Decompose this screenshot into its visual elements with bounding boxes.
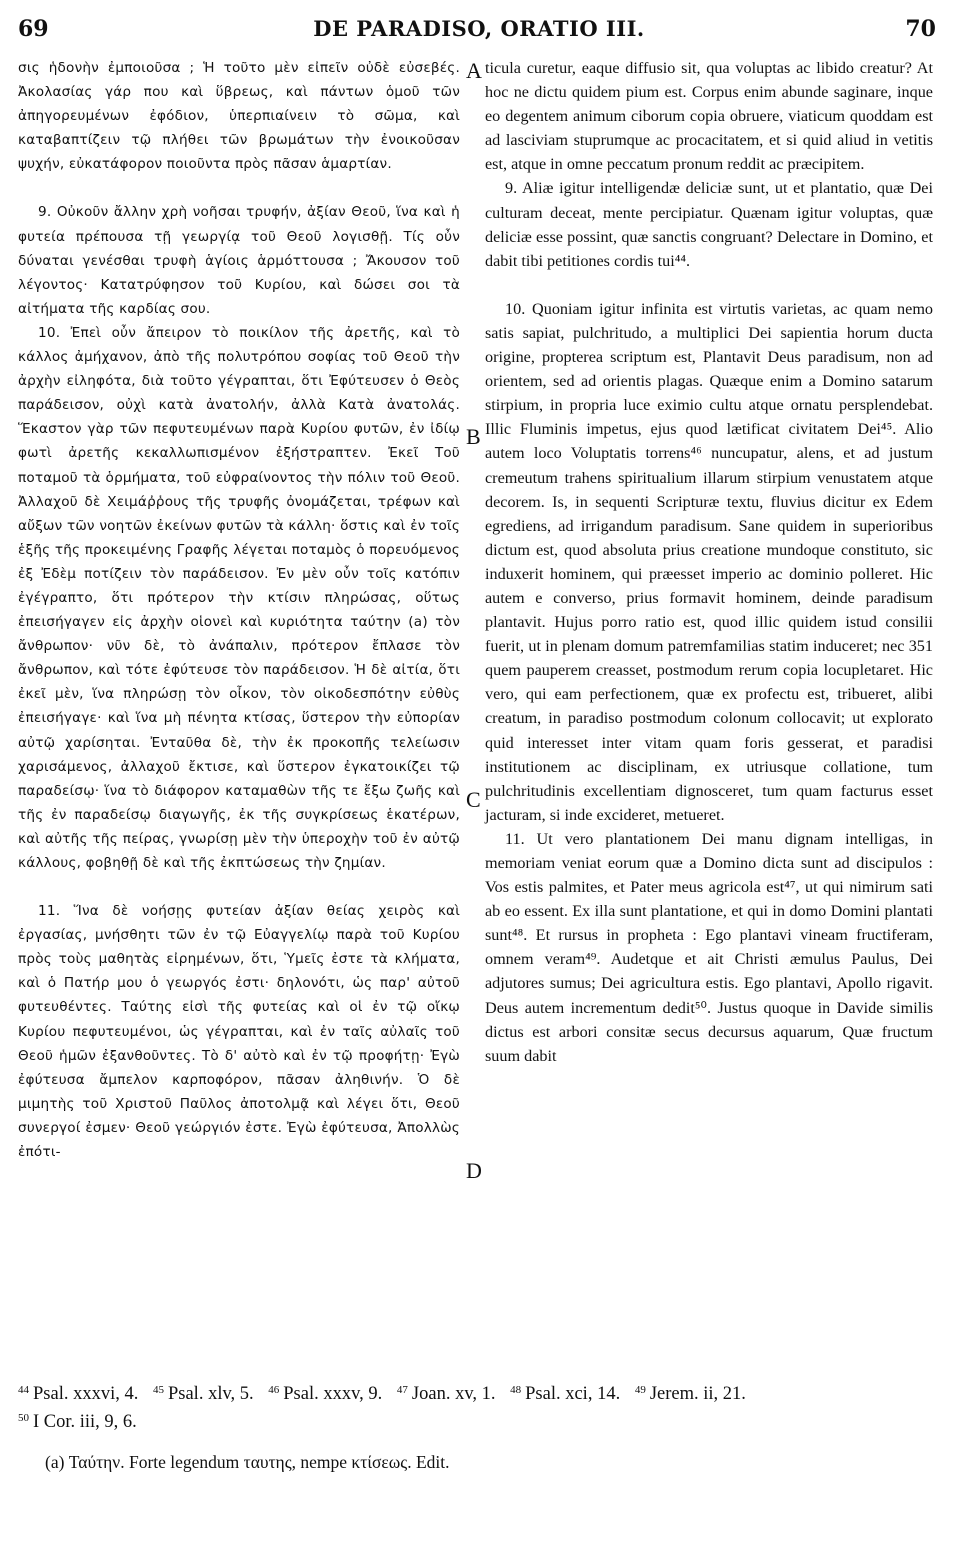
greek-paragraph-10: 10. Ἐπεὶ οὖν ἄπειρον τὸ ποικίλον τῆς ἀρετῆς, καὶ τὸ κάλλος ἀμήχανον, ἀπὸ τῆς πολυτρόπου σοφίας τοῦ Θεοῦ τὴν ἀρχὴν εἰληφότα, διὰ τοῦτο γέγραπται, ὅτι Ἐφύτευσεν ὁ Θεὸς παράδεισον, οὐχὶ κατὰ ἀνατολήν, ἀλλὰ Κατὰ ἀνατολάς. Ἕκαστον γὰρ τῶν πεφυτευμένων παρὰ Κυρίου φυτῶν, ἐν ἰδίῳ φωτὶ ἀρετῆς κεκαλλωπισμένον ἐξήστραπτεν. Ἐκεῖ Τοῦ ποταμοῦ τὰ ὁρμήματα, τοῦ εὐφραίνοντος τὴν πόλιν τοῦ Θεοῦ. Ἀλλαχοῦ δὲ Χειμάῤῥους τῆς τρυφῆς ὀνομάζεται, τρέφων καὶ αὔξων τῶν νοητῶν ἐκείνων φυτῶν τὰ κάλλη· ὅστις καὶ ἐν τοῖς ἑξῆς τῆς προκειμένης Γραφῆς λέγεται ποταμὸς ὁ πορευόμενος ἐξ Ἐδὲμ ποτίζειν τὸν παράδεισον. Ἐν μὲν οὖν τοῖς κατόπιν ἐγέγραπτο, ὅτι πρότερον τὴν κτίσιν πληρώσας, οὕτως ἐπεισήγαγεν εἰς ἀρχὴν οἱονεὶ καὶ κυριότητα ταύτην (a) τὸν ἄνθρωπον· νῦν δὲ, τὸ ἀνάπαλιν, πρότερον ἔπλασε τὸν ἄνθρωπον, καὶ τότε ἐφύτευσε τὸν παράδεισον. Ἡ δὲ αἰτία, ὅτι ἐκεῖ μὲν, ἵνα πληρώσῃ τὸν οἶκον, τὸν οἰκοδεσπότην εὐθὺς ἐπεισήγαγε· καὶ ἵνα μὴ πένητα κτίσας, ὕστερον τὴν εὐπορίαν αὐτῷ χαρίσηται. Ἐνταῦθα δὲ, τὴν ἐκ προκοπῆς τελείωσιν χαρισάμενος, ἀλλαχοῦ ἔκτισε, καὶ ὕστερον ἐγκατοικίζει τῷ παραδείσῳ· ἵνα τὸ διάφορον καταμαθὼν τῆς τε ἔξω ζωῆς καὶ τῆς ἐν παραδείσῳ διαγωγῆς, ἐκ τῆς συγκρίσεως ἑκατέρων, καὶ αὐτῆς τῆς πείρας, γνωρίσῃ μὲν τὴν ὑπεροχὴν τοῦ ἐν αὐτῷ κάλλους, φοβηθῇ δὲ καὶ τῆς ἐκπτώσεως τὴν ζημίαν. <box>18 324 460 871</box>
footnote-47: $^{47}$ Joan. xv, 1. <box>396 1384 496 1404</box>
margin-letter-c: C <box>466 787 481 812</box>
page-number-left: 69 <box>18 16 49 42</box>
footnote-49: $^{49}$ Jerem. ii, 21. <box>634 1384 746 1404</box>
margin-letter-d: D <box>466 1158 482 1183</box>
latin-paragraph-9: 9. Aliæ igitur intelligendæ deliciæ sunt, ut et plantatio, quæ Dei culturam deceat, mente percipiatur. Quænam igitur voluptas, quæ deliciæ esse possint, quæ sanctis congruant? Delectare in Domino, et dabit tibi petitiones cordis tui⁴⁴. <box>485 179 933 270</box>
latin-column <box>485 56 933 1068</box>
footnote-45: $^{45}$ Psal. xlv, 5. <box>152 1384 254 1404</box>
latin-paragraph-10: 10. Quoniam igitur infinita est virtutis varietas, ac quam nemo satis sapiat, pulchritudo, a multiplici Dei sapientia horum ducta origine, propterea scriptum est, Plantavit Deus paradisum, non ad orientem, sed ad orientis plagas. Quæque enim a Domino satarum stirpium, in propria luce eximio cultu atque ornatu persplendebat. Illic Fluminis impetus, ejus quod lætificat civitatem Dei⁴⁵. Alio autem loco Voluptatis torrens⁴⁶ nuncupatur, alens, et ad justum cremeutum trahens spiritualium illarum stirpium venustatem atque decorem. Is, in sequenti Scripturæ textu, fluvius dicitur ex Edem egrediens, ad irrigandum paradisum. Sane quidem in superioribus dictum est, quod absoluta prius creatione mundoque constituto, sic induxerit hominem, qui præesset imperio ac dominio polleret. Hic autem e converso, prius formavit hominem, deinde paradisum plantavit. Hujus porro ratio est, quod illic quidem istud consilii fuerit, ut in plenam domum patremfamilias statim induceret; nec 351 quem pauperem creasset, postmodum rerum copia locupletaret. Hic vero, qui eam perfectionem, quæ ex profectu est, tribueret, alibi creatum, in paradiso postmodum colonum collocavit; ut explorato quid interesset inter vitam quam foris gesserat, et paradisi institutionem ac disciplinam, ex utriusque collatione, tum pulchritudinis excellentiam dignosceret, tum quam facturus esset jacturam, si inde excideret, metueret. <box>485 299 933 824</box>
latin-paragraph-11: 11. Ut vero plantationem Dei manu dignam intelligas, in memoriam veniat eorum quæ a Domino dicta sunt ad discipulos : Vos estis palmites, et Pater meus agricola est⁴⁷, ut qui nimirum sati ab eo essent. Ex illa sunt plantatione, et qui in domo Domini plantati sunt⁴⁸. Et rursus in propheta : Ego plantavi vineam fructiferam, omnem veram⁴⁹. Audetque et ait Christi æmulus Paulus, Dei adjutores sumus; Dei agricultura estis. Ego plantavi, Apollo rigavit. Deus autem incrementum dedit⁵⁰. Justus quoque in Davide similis dictus est arbori consitæ secus decursus aquarum, Quæ fructum suum dabit <box>485 829 933 1065</box>
footnote-48: $^{48}$ Psal. xci, 14. <box>510 1384 621 1404</box>
greek-paragraph-11: 11. Ἵνα δὲ νοήσῃς φυτείαν ἀξίαν θείας χειρὸς καὶ ἐργασίας, μνήσθητι τῶν ἐν τῷ Εὐαγγελίῳ παρὰ τοῦ Κυρίου πρὸς τοὺς μαθητὰς εἰρημένων, ὅτι, Ὑμεῖς ἐστε τὰ κλήματα, καὶ ὁ Πατήρ μου ὁ γεωργός ἐστι· δηλονότι, ὡς παρ' αὐτοῦ φυτευθέντες. Ταύτης εἰσὶ τῆς φυτείας καὶ οἱ ἐν τῷ οἴκῳ Κυρίου πεφυτευμένοι, ὡς γέγραπται, καὶ ἐν ταῖς αὐλαῖς τοῦ Θεοῦ ἡμῶν ἐξανθοῦντες. Τὸ δ' αὐτὸ καὶ ἐν τῷ προφήτῃ· Ἐγὼ ἐφύτευσα ἄμπελον καρποφόρον, πᾶσαν ἀληθινήν. Ὁ δὲ μιμητὴς τοῦ Χριστοῦ Παῦλος ἀποτολμᾷ καὶ λέγει ὅτι, Θεοῦ συνεργοί ἐσμεν· Θεοῦ γεώργιόν ἐστε. Ἐγὼ ἐφύτευσα, Ἀπολλὼς ἐπότι- <box>18 903 460 1161</box>
page-number-right: 70 <box>905 16 936 42</box>
footnotes <box>18 1378 948 1434</box>
margin-letter-b: B <box>466 424 481 449</box>
margin-letter-a: A <box>466 58 482 83</box>
greek-column <box>18 56 460 1164</box>
running-title: DE PARADISO, ORATIO III. <box>313 16 645 41</box>
footnote-44: $^{44}$ Psal. xxxvi, 4. <box>18 1384 139 1404</box>
editor-note: (a) Ταύτην. Forte legendum ταυτης, nempe κτίσεως. Edit. <box>45 1452 450 1472</box>
greek-paragraph-9: 9. Οὐκοῦν ἄλλην χρὴ νοῆσαι τρυφήν, ἀξίαν Θεοῦ, ἵνα καὶ ἡ φυτεία πρέπουσα τῇ γεωργίᾳ τοῦ Θεοῦ λογισθῇ. Τίς οὖν δύναται γενέσθαι τρυφὴ ἁγίοις ἁρμόττουσα ; Ἄκουσον τοῦ λέγοντος· Κατατρύφησον τοῦ Κυρίου, καὶ δώσει σοι τὰ αἰτήματα τῆς καρδίας σου. <box>18 204 460 317</box>
latin-paragraph-1: ticula curetur, eaque diffusio sit, qua voluptas ac libido creatur? At hoc ne dictu quidem pium est. Corpus enim abunde saginare, inque eo degentem animum ciborum copia obruere, viaticum quoddam est ad lasciviam stuprumque ac procacitatem, et si quid aliud in vetitis est, atque in omne peccatum pronum reddit ac præcipitem. <box>485 59 933 174</box>
footnote-46: $^{46}$ Psal. xxxv, 9. <box>268 1384 383 1404</box>
greek-paragraph-1: σις ἡδονὴν ἐμποιοῦσα ; Ἡ τοῦτο μὲν εἰπεῖν οὐδὲ εὐσεβές. Ἀκολασίας γάρ που καὶ ὕβρεως, καὶ πάντων ὁμοῦ τῶν ἀπηγορευμένων ἐφόδιον, ὑπερπιαίνειν τὸ σῶμα, καὶ καταβαπτίζειν τῷ πλήθει τῶν βρωμάτων τὴν ἐνοικοῦσαν ψυχήν, εὐκατάφορον ποιοῦντα πρὸς πᾶσαν ἁμαρτίαν. <box>18 60 460 173</box>
footnote-50: $^{50}$ I Cor. iii, 9, 6. <box>18 1412 137 1432</box>
